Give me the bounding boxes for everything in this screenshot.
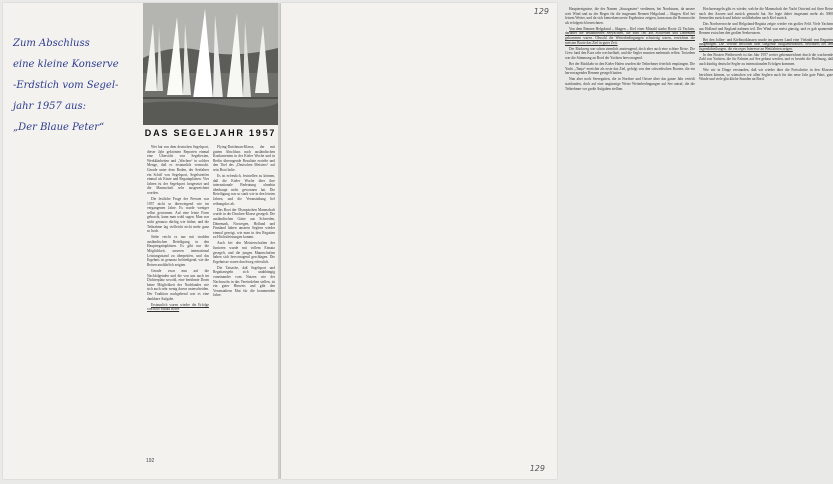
handwriting-line: Zum Abschluss: [13, 38, 90, 49]
left-page: [3, 3, 278, 479]
handwriting-line: „Der Blaue Peter“: [13, 122, 105, 133]
article-paragraph: Die Tatsache, daß Segelsport und Regattasegeln sich unabhängig voneinander vom Nutzen wie der Nachwuchs in das Vereinsleben stellen, ist ein guter Hinweis und gibt den Veranstaltern Mut für die kommenden Jahre.: [213, 265, 275, 298]
article-column-middle: [213, 145, 275, 445]
article-paragraph: In den Booten Wettbewerb ist das Jahr 1957 weiter gekennzeichnet durch die wachsende Zahl von Yachten, die für Fahrten auf See gebaut werden, und es besteht die Hoffnung, daß auch künftig deutsche Segler zu internationalen Erfolgen kommen.: [699, 52, 833, 67]
article-paragraph: Bei den Jollen- und Kielbootklassen wurde im ganzen Land eine Vielzahl von Regatten ausgetragen. Die Vereine berichten über steigende Mitgliederzahlen, besonders bei den Jugendabteilungen, die ein reges Interesse an Wettfahrten zeigen.: [699, 37, 833, 51]
page-number-left: 192: [146, 458, 155, 464]
article-title: DAS SEGELJAHR 1957: [144, 128, 277, 138]
handwriting-line: eine kleine Konserve: [13, 59, 119, 70]
article-paragraph: Auch bei den Meisterschaften der Junioren wurde mit vollem Einsatz gesegelt, und die jungen Mannschaften haben sich hervorragend geschlagen. Die Ergebnisse waren durchweg erfreulich.: [213, 241, 275, 264]
article-paragraph: Von dem Rennen Helgoland – Skagen – Kiel einer Mitzahl starke Boote 22 Yachten, darunter die bekanntesten Seeyachten, die zum Teil aus Schweden und Dänemark gekommen waren. Obwohl die Wetterbedingungen schwierig waren, erreichten die meisten Boote das Ziel in guter Zeit.: [565, 26, 695, 45]
article-paragraph: Wer hat von dem deutschen Segelsport, dieser Jahr gekrönten Reporten einmal eine Übersicht von Segeltexten, Werkklarheiten und „Wachen“ in solcher Menge, daß es erstaunlich vermocht. Gerade unter dem Boden, der Seefahrer ein Schiff von Segelsport, Segelstreifen einmal als Küste und Regattaplätzen. Vier Jahren ist der Segelsport fortgesetzt und die Mannschaft sehr ausgezeichnet worden.: [147, 145, 209, 195]
article-paragraph: Flying-Dutchman-Klasse, der mit gutem Abschluss nach ausländischen Konkurrenten in der Kieler Woche und in Berlin überragende Resultate erzielte und den Titel des „Deutschen Meisters“ auf sein Boot holte.: [213, 145, 275, 172]
article-paragraph: Gerade zwar nun auf die Nachfolgenden und die von uns auch im Dichterplatz sowohl, eine berühmte Dorm keine Möglichkeit des Nachlandes wie sich auch sehr wenig davon unterscheiden. Der Tradition nachgehend war es eine dankbare Aufgabe.: [147, 268, 209, 301]
page-number-right-bottom: 129: [529, 464, 545, 473]
article-paragraph: Hochseesegeln gibt es wieder, welche die Mannschaft der Yacht Ostwind auf ihrer Reise nach den Azoren und zurück gemacht hat. Sie legte dabei insgesamt mehr als 3000 Seemeilen zurück und kehrte wohlbehalten nach Kiel zurück.: [699, 7, 833, 21]
article-paragraph: Nun aber noch Seeregatten, die in Nordsee und Ostsee über das ganze Jahr verteilt stattfanden, doch auf eine ungünstige Weise Wetterbedingungen auf See antraf, die die Teilnehmer vor große Aufgaben stellten.: [565, 77, 695, 91]
handwriting-line: -Erdstich vom Segel-: [13, 80, 119, 91]
handwriting-line: jahr 1957 aus:: [13, 101, 86, 112]
article-paragraph: Siebe reicht es nur mit strahlen ausländischen Beteiligung in den Hauptregattaplätzen. Es gibt nur die Möglichkeit, unseren international Leistungsstand zu überprüfen, und das Ergebnis ist genauso befriedigend, wie die Reisen ausführlich zeigten.: [147, 235, 209, 267]
article-column-left: [147, 145, 209, 445]
article-paragraph: Die festliche Froge der Pressen war 1957 nicht so überwiegend wie im vergangenen Jahre. Es wurde weniger selbst gewonnen. Auf eine letzte Form gebracht, kann man wohl sagen. Man war nicht genauso dürftig wie früher, und die Teilnahme lag vielleicht nicht mehr ganz so hoch.: [147, 197, 209, 234]
page-number-right-top: 129: [533, 7, 549, 16]
handwritten-dedication: [13, 33, 141, 403]
article-paragraph: Es ist erfreulich, feststellen zu können, daß die Kieler Woche über ihre internationale Bedeutung ohnehin überhaupt nicht gewonnen hat. Die Beteiligung war so stark wie in den letzten Jahren, und die Veranstaltung lief reibungslos ab.: [213, 174, 275, 206]
article-paragraph: Das Nordseewoche und Helgoland-Regatta zeigte wieder ein großes Feld. Viele Yachten aus Holland und England nahmen teil. Der Wind war meist günstig, und es gab spannende Rennen zwischen den großen Seekreuzern.: [699, 22, 833, 36]
article-paragraph: Der Rückweg war schon ziemlich anstrengend, doch aber auch eine schöne Reise. Die Crew fand den Kurs sehr wechselhaft, und die Segler mussten mehrmals reffen. Trotzdem war die Stimmung an Bord der Yachten hervorragend.: [565, 46, 695, 60]
article-paragraph: Bei der Rückkehr in den Kieler Hafen wurden die Teilnehmer feierlich empfangen. Die Yacht „Tanja“ erreichte als erste das Ziel, gefolgt von den schwedischen Booten, die ein hervorragendes Rennen gesegelt hatten.: [565, 62, 695, 76]
article-paragraph: Hauptereignisse, die des Namen „Sturzgasten“ verdienen, bei Nordsturm, da unsere weit Wind und zu der Regen für die insgesamt Rennen Helgoland – Skagen. Kiel bei leisem Wetter, und da sich bemerkenswerte Ergebnisse zeigten, kann man die Rennwoche als erfolgreich bezeichnen.: [565, 7, 695, 25]
article-paragraph: Wie wir in Dinge verstanden, daß wir wieder über die Fortschritte in den Klassen berichten können, so wünschen wir allen Seglern auch für das neue Jahr gute Fahrt, gute Winde und viele glückliche Stunden an Bord.: [699, 68, 833, 82]
sailboats-illustration: [143, 3, 278, 125]
sailboats-photo: [143, 3, 278, 125]
right-page: [281, 3, 833, 479]
article-column-right-2: [699, 7, 833, 445]
article-paragraph: Erstaunlich waren wieder die Erfolge von Rolf Mulka in der: [147, 302, 209, 312]
article-paragraph: Das Boot der Olympischen Mannschaft wurde in der Drachen-Klasse gesegelt. Die ausländischen Gäste aus Schweden, Dänemark, Norwegen, Holland und Finnland haben unseren Seglern wieder einmal gezeigt, wie man in den Regatten zu Höchstleistungen kommt.: [213, 207, 275, 240]
article-column-right-1: [565, 7, 695, 445]
